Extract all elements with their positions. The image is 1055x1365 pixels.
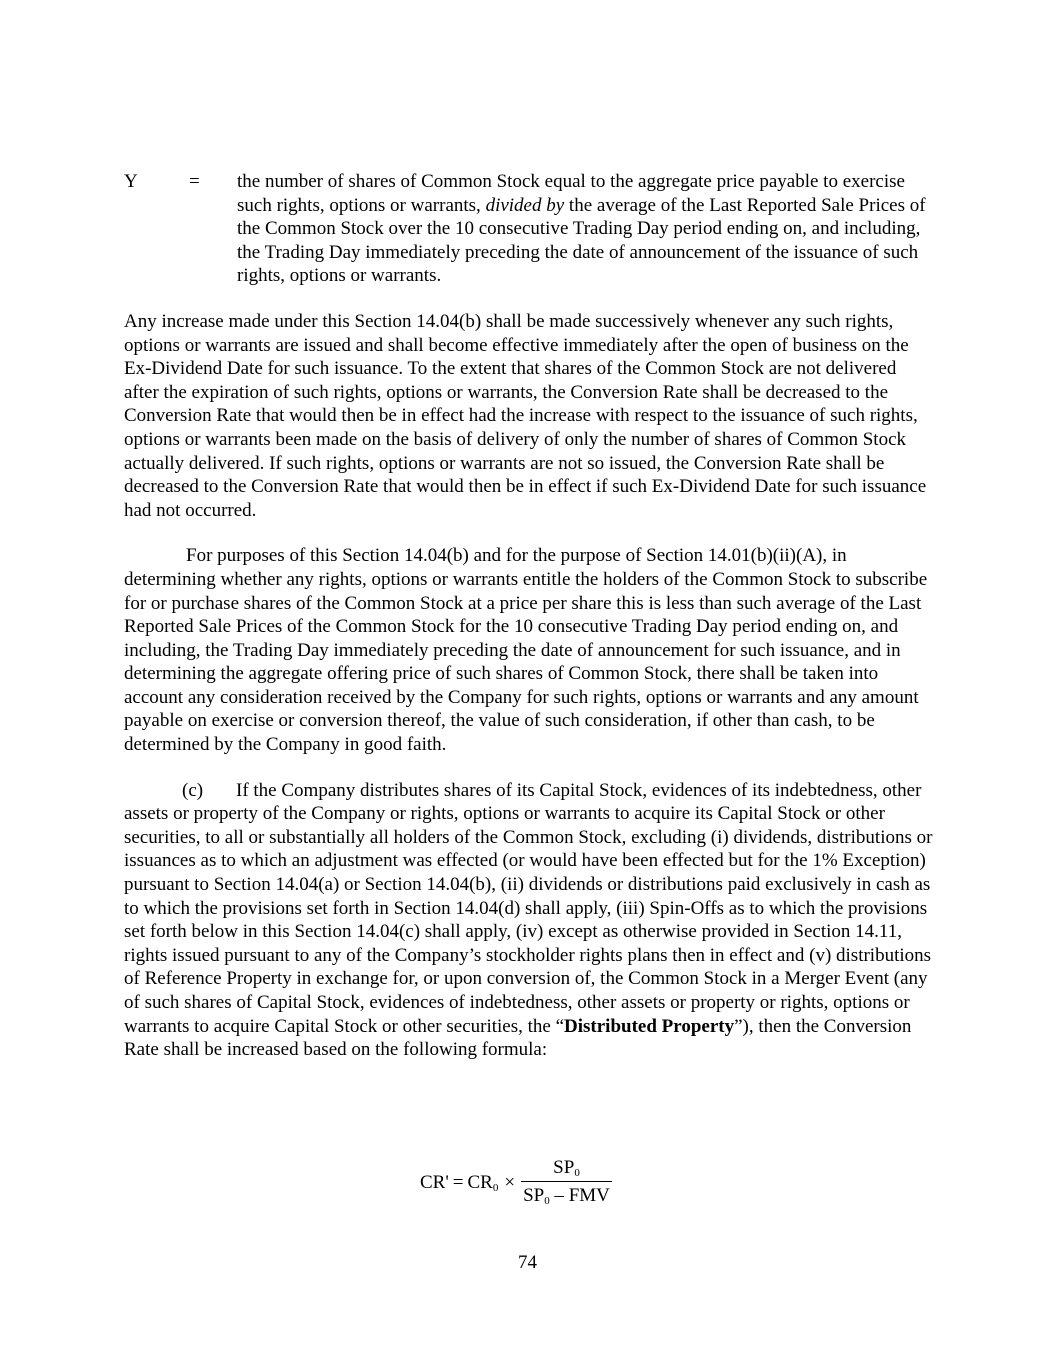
- formula-lhs: CR': [420, 1171, 449, 1193]
- formula-times: ×: [504, 1171, 516, 1193]
- page-number: 74: [518, 1252, 537, 1273]
- paragraph-purposes: For purposes of this Section 14.04(b) and for the purpose of Section 14.01(b)(ii)(A), in determining whether any rights, options or warrants entitle the holders of the Common Stock to subscribe for or purchase shares of the Common Stock at a price per share this is less than such average of the Last Reported Sale Prices of the Common Stock for the 10 consecutive Trading Day period ending on, and including, the Trading Day immediately preceding the date of announcement for such issuance, and in determining the aggregate offering price of such shares of Common Stock, there shall be taken into account any consideration received by the Company for such rights, options or warrants and any amount payable on exercise or conversion thereof, the value of such consideration, if other than cash, to be determined by the Company in good faith.: [124, 545, 928, 756]
- defined-term-distributed-property: Distributed Property: [564, 1015, 735, 1037]
- paragraph-c-label: (c): [182, 779, 204, 801]
- formula-equals: =: [452, 1171, 464, 1193]
- formula-cr0: $CR_0$: [467, 1171, 499, 1194]
- definition-y: [124, 170, 934, 288]
- formula-denominator: $SP_0$ – FMV: [521, 1181, 612, 1210]
- formula-fraction: [521, 1155, 612, 1210]
- document-body: [124, 170, 934, 1062]
- formula-numerator: $SP_0$: [553, 1157, 580, 1179]
- definition-variable: Y: [124, 171, 138, 192]
- definition-text: the number of shares of Common Stock equal to the aggregate price payable to exercise such rights, options or warrants, divided by the average of the Last Reported Sale Prices of the Common Stock over the 10 consecutive Trading Day period ending on, and including, the Trading Day immediately preceding the date of announcement of the issuance of such rights, options or warrants.: [237, 171, 926, 287]
- conversion-rate-formula: [420, 1155, 612, 1210]
- paragraph-c: (c) If the Company distributes shares of its Capital Stock, evidences of its indebtedness, other assets or property of the Company or rights, options or warrants to acquire its Capital Stock or other securities, to all or substantially all holders of the Common Stock, excluding (i) dividends, distributions or issuances as to which an adjustment was effected (or would have been effected but for the 1% Exception) pursuant to Section 14.04(a) or Section 14.04(b), (ii) dividends or distributions paid exclusively in cash as to which the provisions set forth in Section 14.04(d) shall apply, (iii) Spin-Offs as to which the provisions set forth below in this Section 14.04(c) shall apply, (iv) except as otherwise provided in Section 14.11, rights issued pursuant to any of the Company’s stockholder rights plans then in effect and (v) distributions of Reference Property in exchange for, or upon conversion of, the Common Stock in a Merger Event (any of such shares of Capital Stock, evidences of indebtedness, other assets or property or rights, options or warrants to acquire Capital Stock or other securities, the “Distributed Property”), then the Conversion Rate shall be increased based on the following formula:: [124, 779, 933, 1061]
- paragraph-increase-successively: Any increase made under this Section 14.04(b) shall be made successively whenever any such rights, options or warrants are issued and shall become effective immediately after the open of business on the Ex-Dividend Date for such issuance. To the extent that shares of the Common Stock are not delivered after the expiration of such rights, options or warrants, the Conversion Rate shall be decreased to the Conversion Rate that would then be in effect had the increase with respect to the issuance of such rights, options or warrants been made on the basis of delivery of only the number of shares of Common Stock actually delivered. If such rights, options or warrants are not so issued, the Conversion Rate shall be decreased to the Conversion Rate that would then be in effect if such Ex-Dividend Date for such issuance had not occurred.: [124, 310, 927, 521]
- definition-equals: =: [189, 171, 200, 192]
- definition-italic: divided by: [485, 194, 565, 216]
